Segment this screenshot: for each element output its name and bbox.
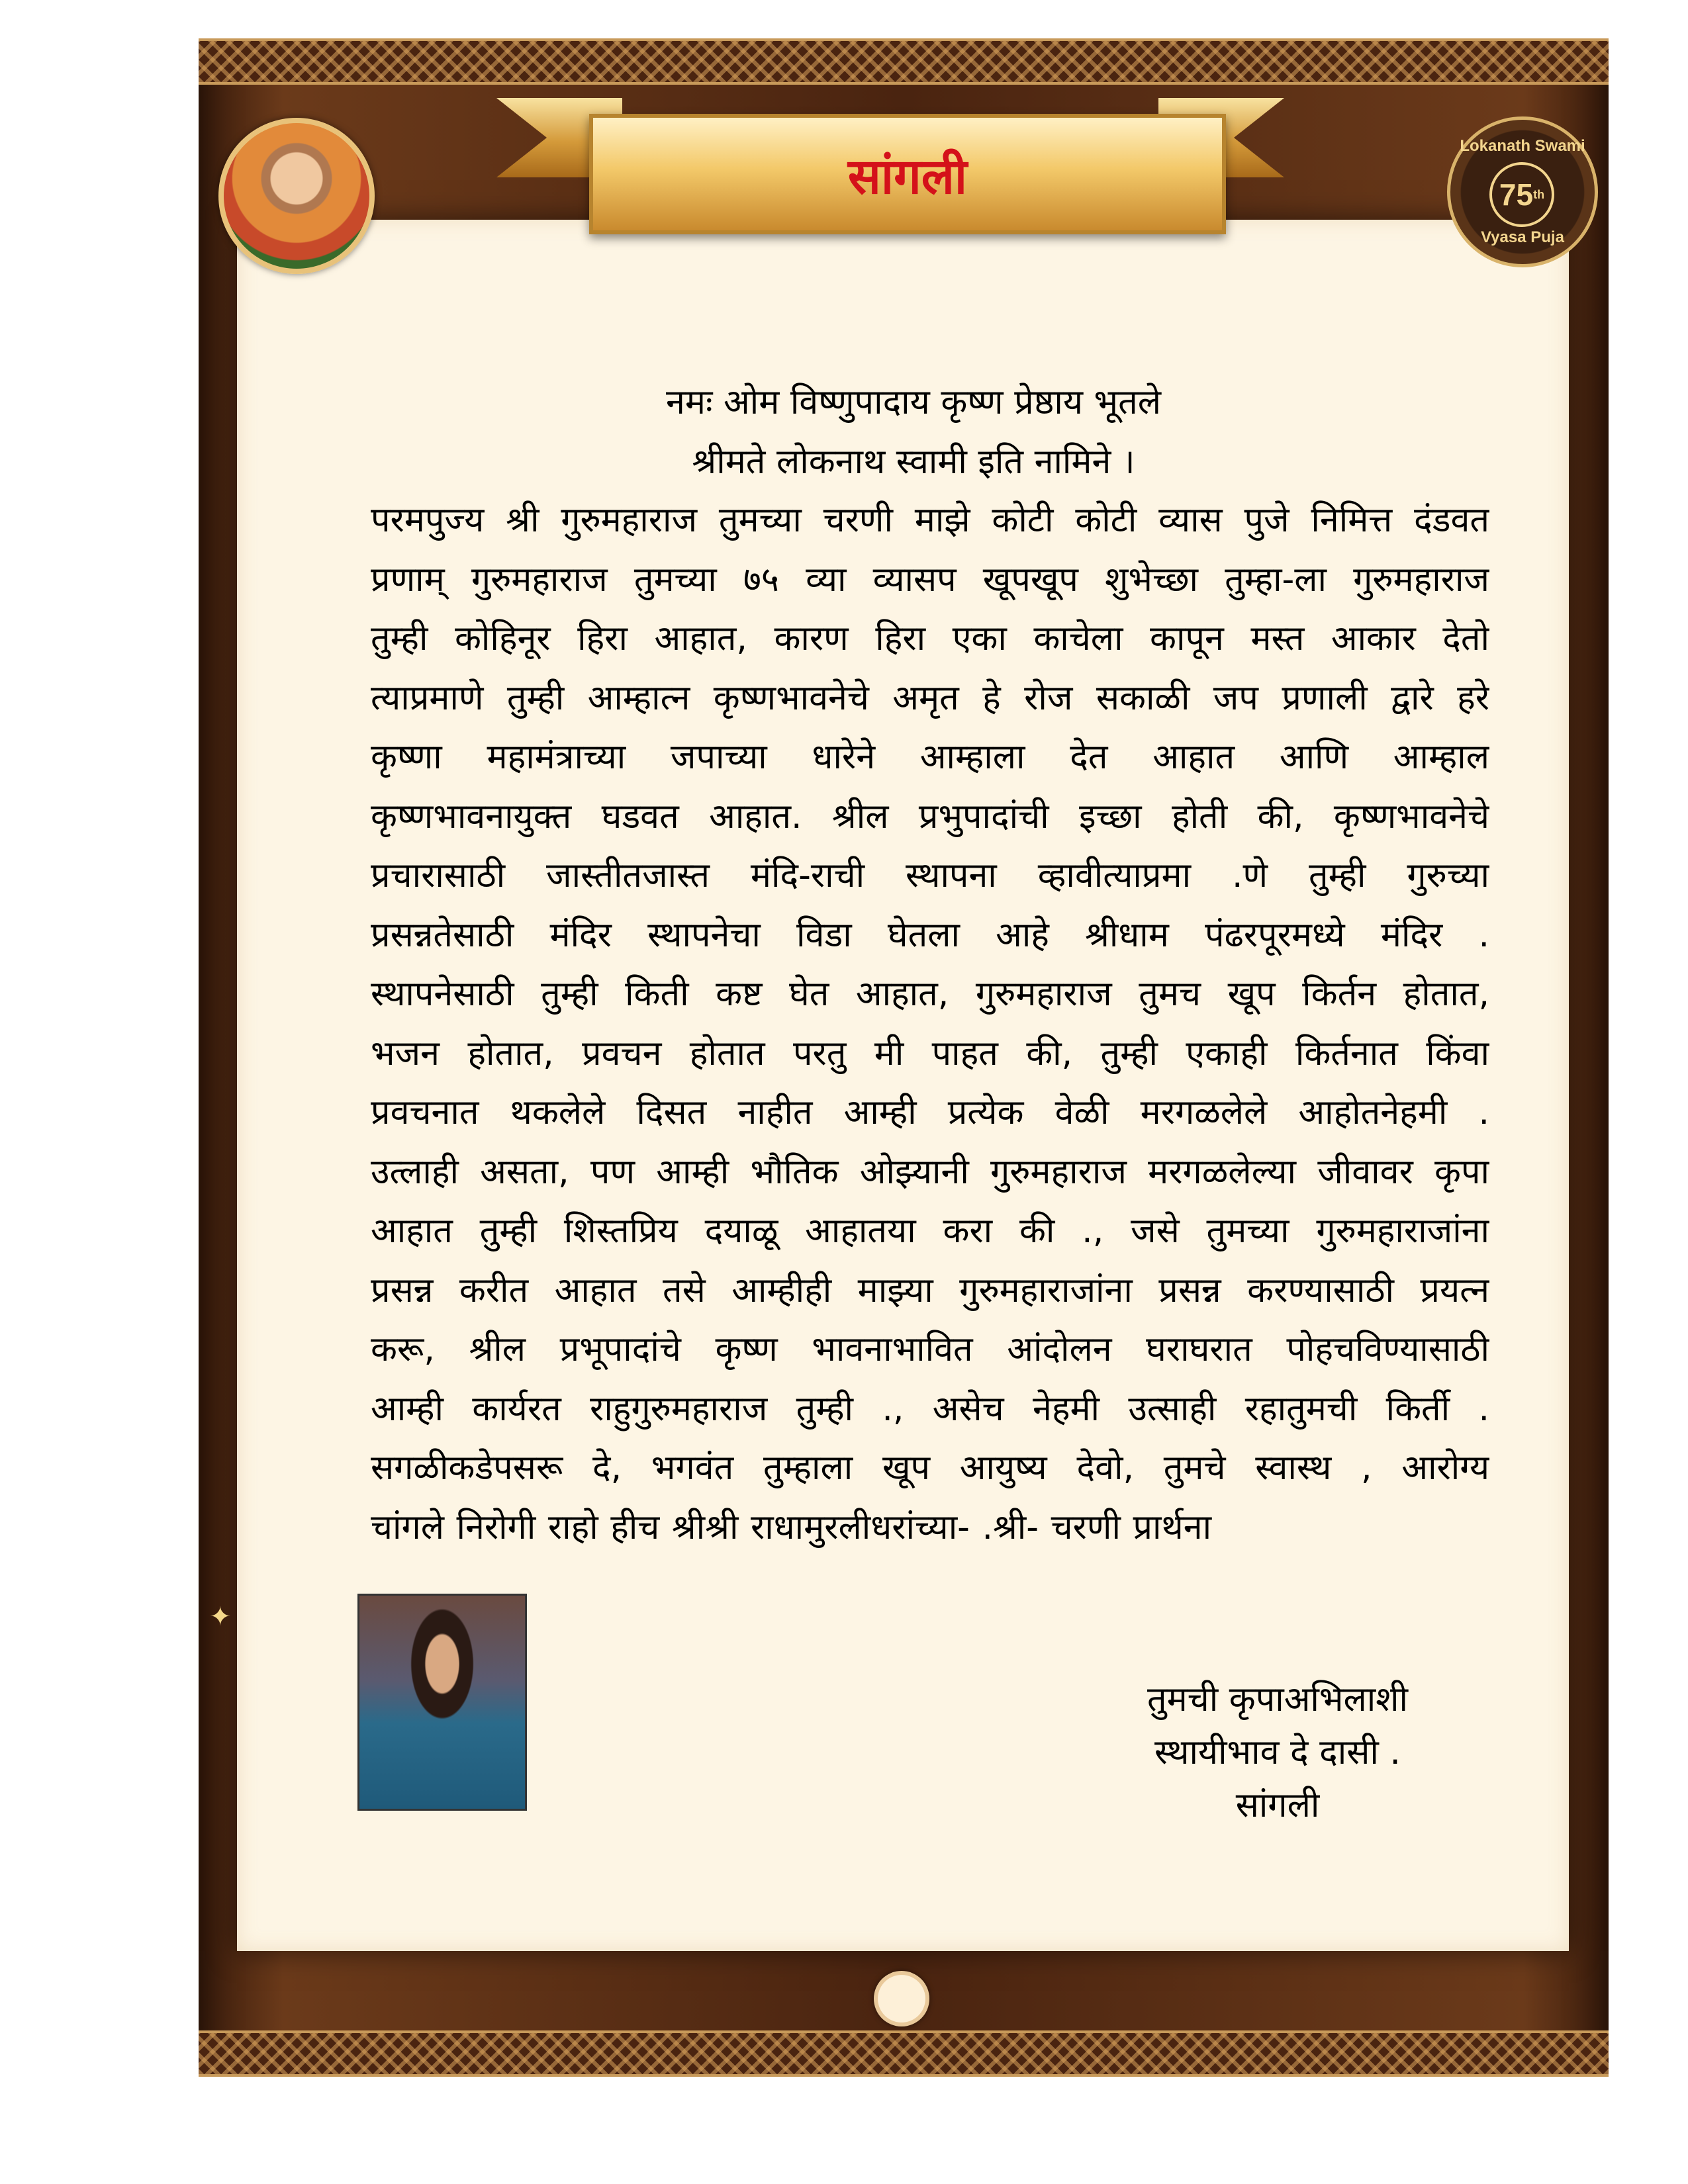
- body-line: प्रवचनात थकलेले दिसत नाहीत आम्ही प्रत्येक वेळी मरगळलेले आहोतनेहमी .: [371, 1093, 1489, 1132]
- signature-line-3: सांगली: [1235, 1786, 1320, 1825]
- badge-top-text: Lokanath Swami: [1460, 137, 1585, 155]
- body-line: प्रसन्न करीत आहात तसे आम्हीही माझ्या गुरुमहाराजांना प्रसन्न करण्यासाठी प्रयत्न: [371, 1270, 1489, 1310]
- signature-line-1: तुमची कृपाअभिलाशी: [1147, 1680, 1408, 1719]
- body-line: आहात तुम्ही शिस्तप्रिय दयाळू आहातया करा की ., जसे तुमच्या गुरुमहाराजांना: [371, 1211, 1489, 1251]
- frame-pattern-bottom: [199, 2030, 1609, 2077]
- body-line: कृष्णभावनायुक्त घडवत आहात. श्रील प्रभुपादांची इच्छा होती की, कृष्णभावनेचे: [371, 796, 1489, 837]
- body-line: कृष्णा महामंत्राच्या जपाच्या धारेने आम्हाला देत आहात आणि आम्हाल: [371, 737, 1489, 777]
- letter-body: [371, 491, 1489, 1557]
- body-line: स्थापनेसाठी तुम्ही किती कष्ट घेत आहात, गुरुमहाराज तुमच खूप किर्तन होतात,: [371, 974, 1489, 1014]
- devotee-photo: [357, 1594, 527, 1811]
- body-line: तुम्ही कोहिनूर हिरा आहात, कारण हिरा एका काचेला कापून मस्त आकार देतो: [371, 619, 1489, 659]
- frame-medallion: [874, 1971, 929, 2026]
- vyasa-puja-75-badge: [1447, 116, 1598, 267]
- badge-number: 75 th: [1489, 162, 1554, 227]
- body-line: सगळीकडेपसरू दे, भगवंत तुम्हाला खूप आयुष्य देवो, तुमचे स्वास्थ , आरोग्य: [371, 1448, 1489, 1488]
- sparkle-icon: ✦: [209, 1602, 232, 1632]
- body-line: प्रसन्नतेसाठी मंदिर स्थापनेचा विडा घेतला आहे श्रीधाम पंढरपूरमध्ये मंदिर .: [371, 915, 1489, 955]
- body-line: प्रणाम् गुरुमहाराज तुमच्या ७५ व्या व्यासप खूपखूप शुभेच्छा तुम्हा-ला गुरुमहाराज: [371, 559, 1489, 600]
- badge-bottom-text: Vyasa Puja: [1481, 228, 1564, 246]
- body-line: उत्लाही असता, पण आम्ही भौतिक ओझ्यानी गुरुमहाराज मरगळलेल्या जीवावर कृपा: [371, 1152, 1489, 1192]
- frame-pattern-top: [199, 38, 1609, 85]
- mantra-line-1: नमः ओम विष्णुपादाय कृष्ण प्रेष्ठाय भूतले: [666, 383, 1161, 422]
- signature-line-2: स्थायीभाव दे दासी .: [1154, 1733, 1401, 1772]
- body-line: आम्ही कार्यरत राहुगुरुमहाराज तुम्ही ., असेच नेहमी उत्साही रहातुमची किर्ती .: [371, 1388, 1489, 1429]
- body-line: करू, श्रील प्रभूपादांचे कृष्ण भावनाभावित आंदोलन घराघरात पोहचविण्यासाठी: [371, 1330, 1489, 1369]
- body-line: परमपुज्य श्री गुरुमहाराज तुमच्या चरणी माझे कोटी कोटी व्यास पुजे निमित्त दंडवत: [371, 500, 1489, 540]
- body-line: त्याप्रमाणे तुम्ही आम्हात्न कृष्णभावनेचे अमृत हे रोज सकाळी जप प्रणाली द्वारे हरे: [371, 678, 1489, 718]
- body-line: प्रचारासाठी जास्तीतजास्त मंदि-राची स्थापना व्हावीत्याप्रमा .णे तुम्ही गुरुच्या: [371, 856, 1489, 895]
- body-line: भजन होतात, प्रवचन होतात परतु मी पाहत की, तुम्ही एकाही किर्तनात किंवा: [371, 1033, 1489, 1073]
- mantra-line-2: श्रीमते लोकनाथ स्वामी इति नामिने ।: [692, 442, 1135, 482]
- title-ribbon: [589, 114, 1226, 234]
- page-title: सांगली: [847, 148, 968, 205]
- guru-portrait: [218, 118, 375, 274]
- body-line: चांगले निरोगी राहो हीच श्रीश्री राधामुरलीधरांच्या- .श्री- चरणी प्रार्थना: [371, 1507, 1212, 1547]
